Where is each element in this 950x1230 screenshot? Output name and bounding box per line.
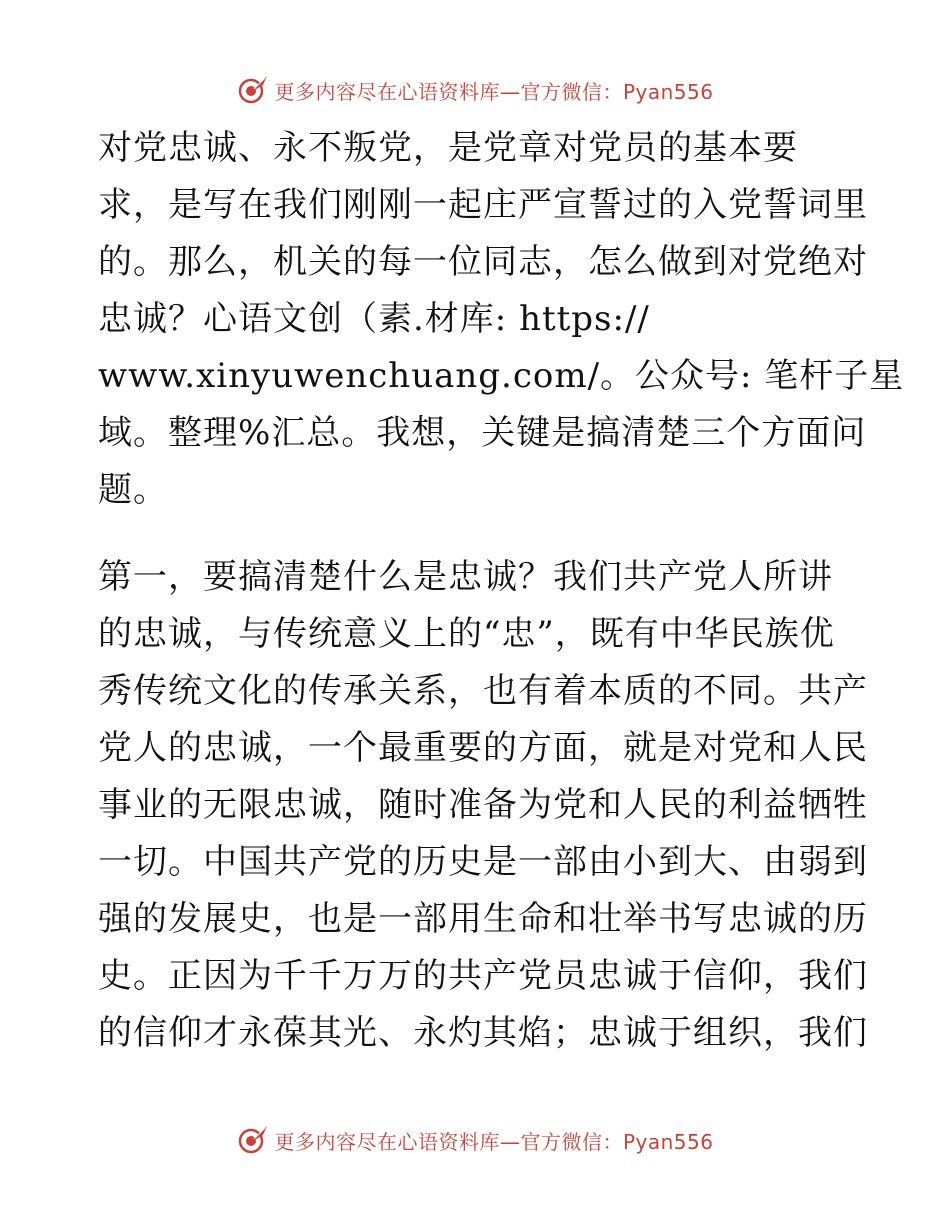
text-line: 的信仰才永葆其光、永灼其焰；忠诚于组织，我们 — [98, 1013, 868, 1053]
text-line: 事业的无限忠诚，随时准备为党和人民的利益牺牲 — [98, 785, 868, 825]
text-line: 党人的忠诚，一个最重要的方面，就是对党和人民 — [98, 728, 868, 768]
text-line: 求，是写在我们刚刚一起庄严宣誓过的入党誓词里 — [98, 185, 868, 225]
text-line: 忠诚？心语文创（素.材库: https:// — [98, 299, 650, 339]
text-line: 史。正因为千千万万的共产党员忠诚于信仰，我们 — [98, 956, 868, 996]
quill-logo-icon — [236, 73, 270, 107]
paragraph-2 — [98, 549, 868, 1062]
text-line: 第一，要搞清楚什么是忠诚？我们共产党人所讲 — [98, 557, 833, 597]
text-line: 对党忠诚、永不叛党，是党章对党员的基本要 — [98, 128, 798, 168]
watermark-text: 更多内容尽在心语资料库—官方微信：Pyan556 — [274, 79, 714, 104]
quill-logo-icon — [236, 1123, 270, 1157]
text-line: 的忠诚，与传统意义上的“忠”，既有中华民族优 — [98, 614, 835, 654]
watermark-text: 更多内容尽在心语资料库—官方微信：Pyan556 — [274, 1129, 714, 1154]
text-line: www.xinyuwenchuang.com/。公众号: 笔杆子星 — [98, 356, 905, 396]
document-body — [98, 120, 905, 1092]
text-line: 域。整理%汇总。我想，关键是搞清楚三个方面问 — [98, 413, 867, 453]
paragraph-1 — [98, 120, 905, 519]
header-watermark — [0, 70, 950, 110]
text-line: 强的发展史，也是一部用生命和壮举书写忠诚的历 — [98, 899, 868, 939]
text-line: 的。那么，机关的每一位同志，怎么做到对党绝对 — [98, 242, 868, 282]
footer-watermark — [0, 1120, 950, 1160]
text-line: 秀传统文化的传承关系，也有着本质的不同。共产 — [98, 671, 868, 711]
text-line: 题。 — [98, 470, 168, 510]
text-line: 一切。中国共产党的历史是一部由小到大、由弱到 — [98, 842, 868, 882]
watermark-group — [236, 1123, 713, 1157]
watermark-group — [236, 73, 713, 107]
